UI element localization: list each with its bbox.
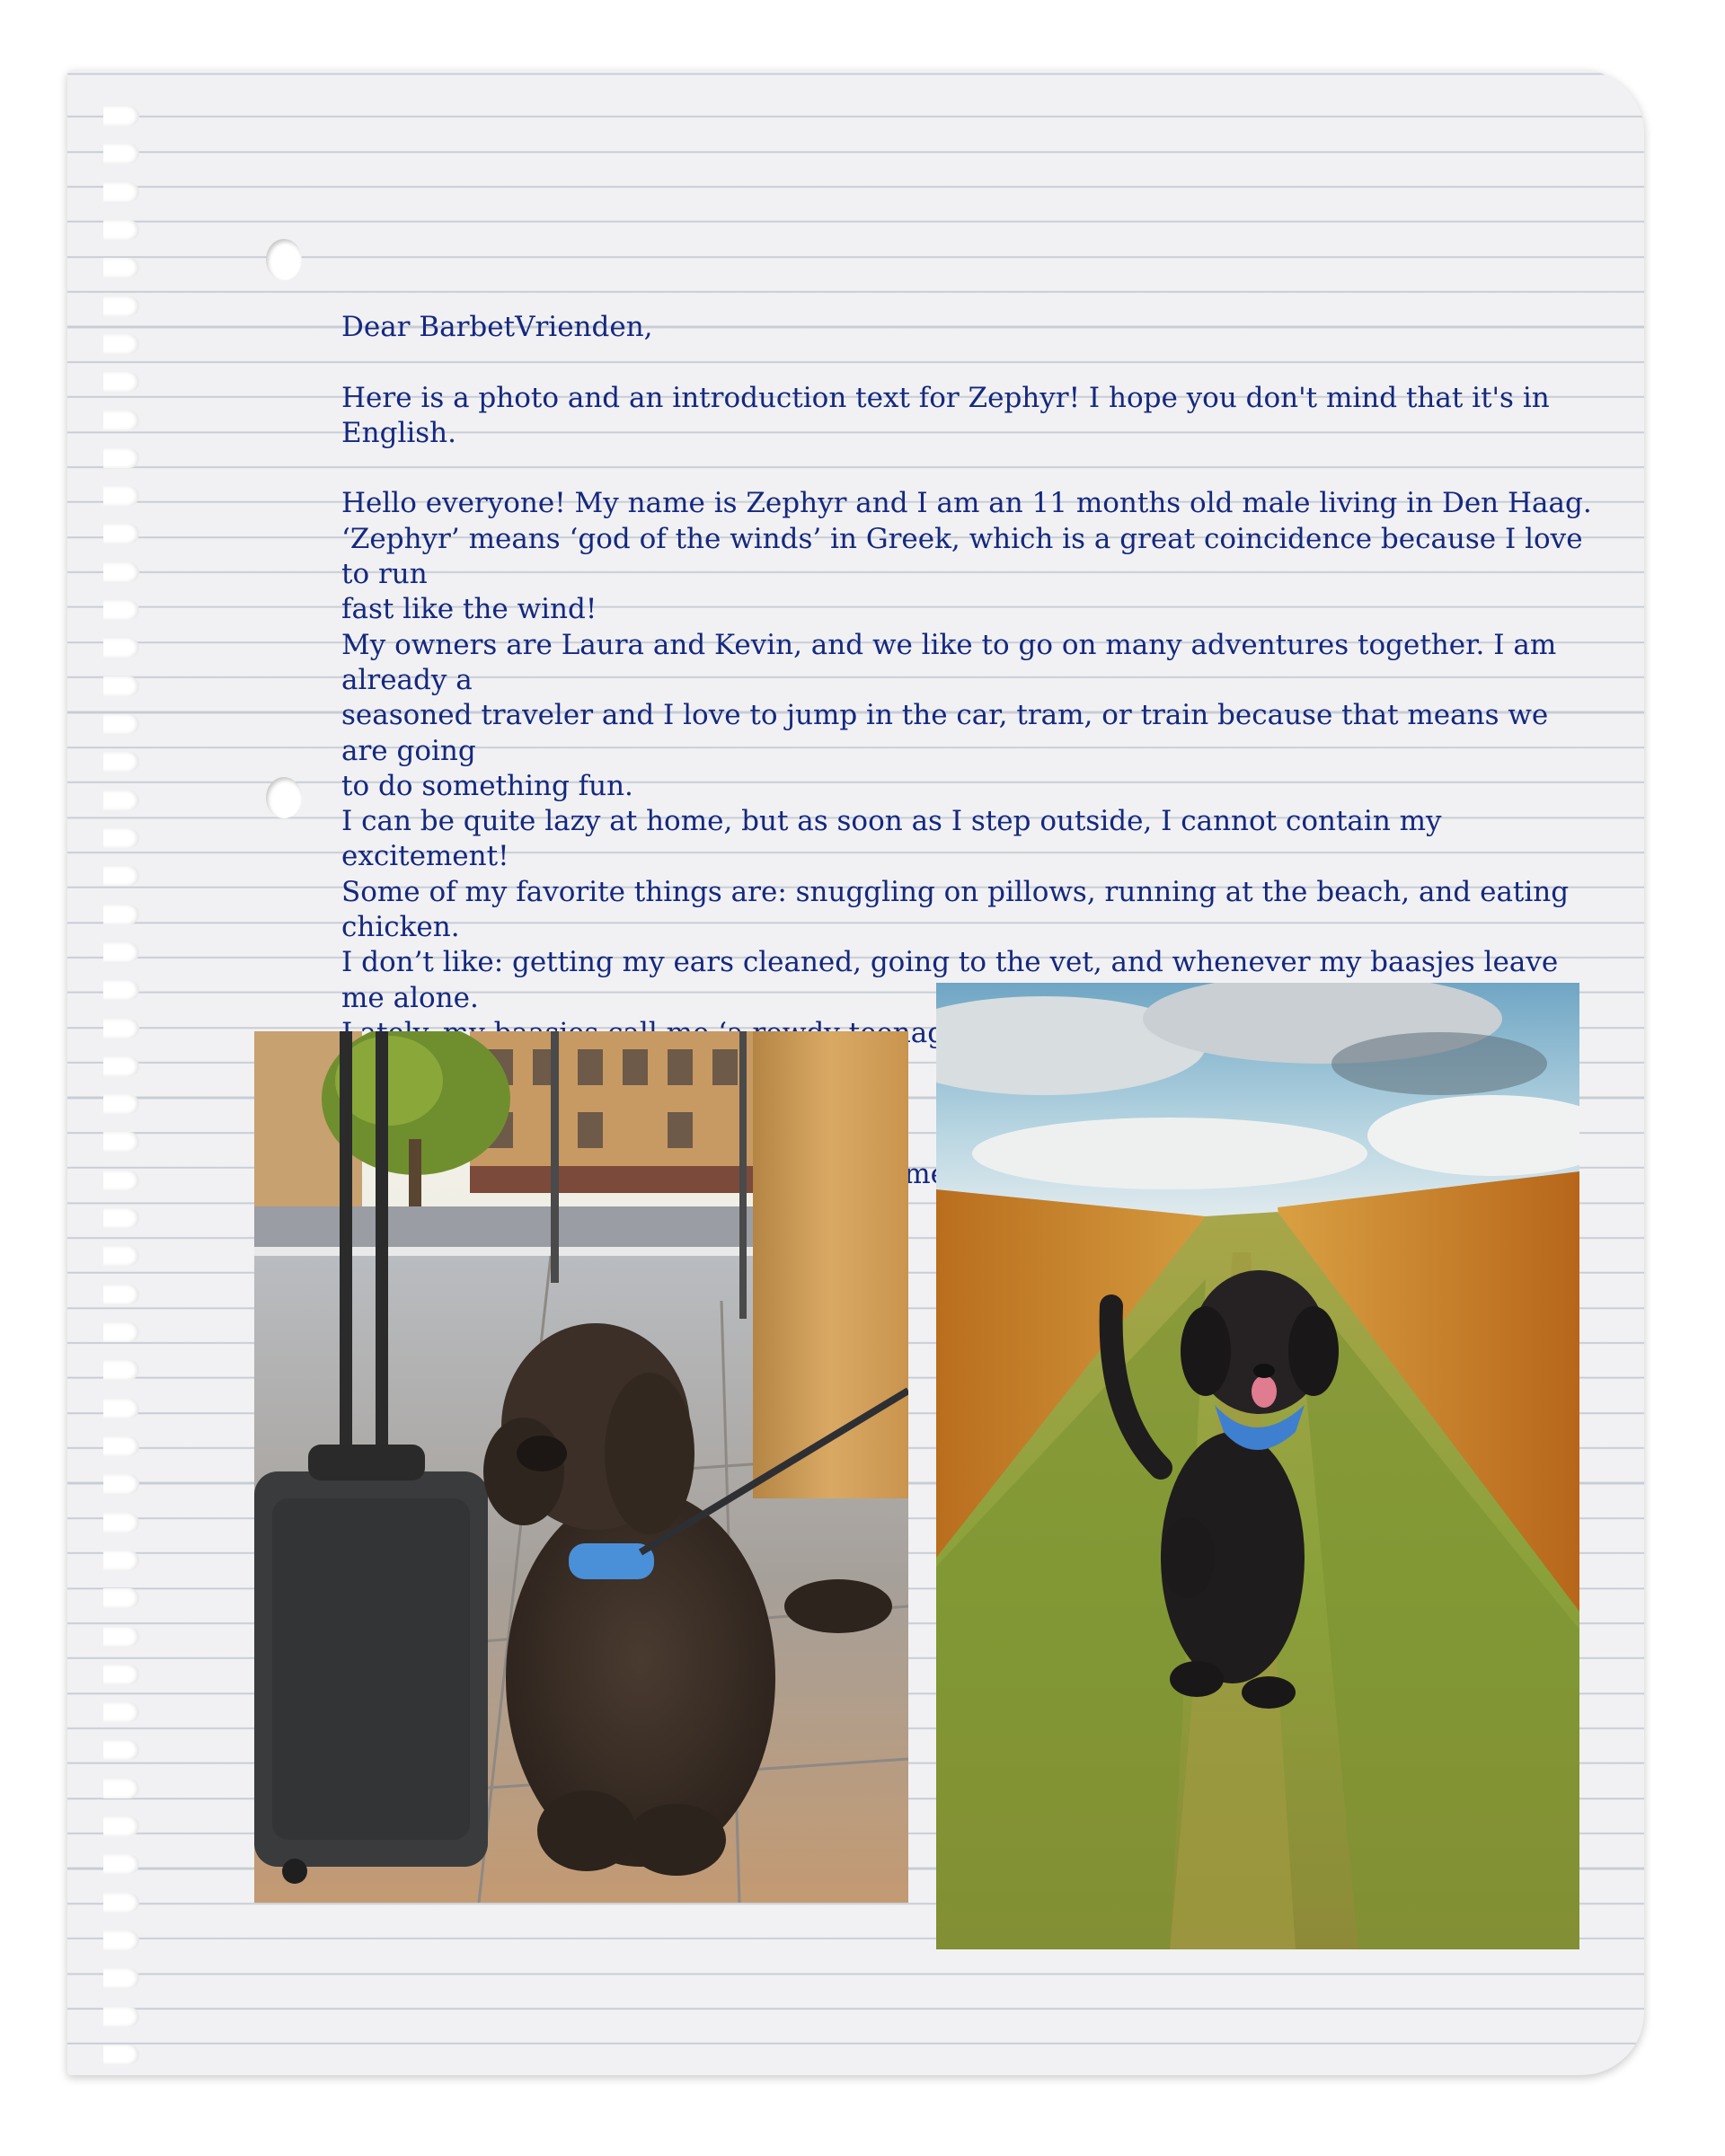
dog-with-suitcase-photo	[254, 1031, 908, 1903]
body-line: to do something fun.	[341, 769, 633, 802]
body-line: fast like the wind!	[341, 593, 597, 626]
body-line: I can be quite lazy at home, but as soon as I step outside, I cannot contain my excitement!	[341, 805, 1442, 873]
body-line: I don’t like: getting my ears cleaned, going to the vet, and whenever my baasjes leave me alone.	[341, 946, 1559, 1014]
spiral-tear-edge	[67, 106, 130, 2064]
body-line: Some of my favorite things are: snuggling on pillows, running at the beach, and eating chicken.	[341, 875, 1570, 944]
body-line: Hello everyone! My name is Zephyr and I am an 11 months old male living in Den Haag.	[341, 487, 1592, 520]
closing-text: me,	[904, 1158, 956, 1191]
body-line: My owners are Laura and Kevin, and we like to go on many adventures together. I am already a	[341, 628, 1557, 696]
salutation: Dear BarbetVrienden,	[341, 311, 653, 343]
body-line: teenager’.	[848, 1016, 993, 1049]
dog-running-in-field-photo	[936, 983, 1579, 1949]
punch-hole-top	[266, 239, 302, 280]
punch-hole-middle	[266, 777, 302, 818]
intro-line: Here is a photo and an introduction text for Zephyr! I hope you don't mind that it's in English.	[341, 381, 1550, 449]
body-line: ‘Zephyr’ means ‘god of the winds’ in Greek, which is a great coincidence because I love to run	[341, 522, 1583, 591]
body-line: seasoned traveler and I love to jump in the car, tram, or train because that means we are going	[341, 699, 1549, 767]
